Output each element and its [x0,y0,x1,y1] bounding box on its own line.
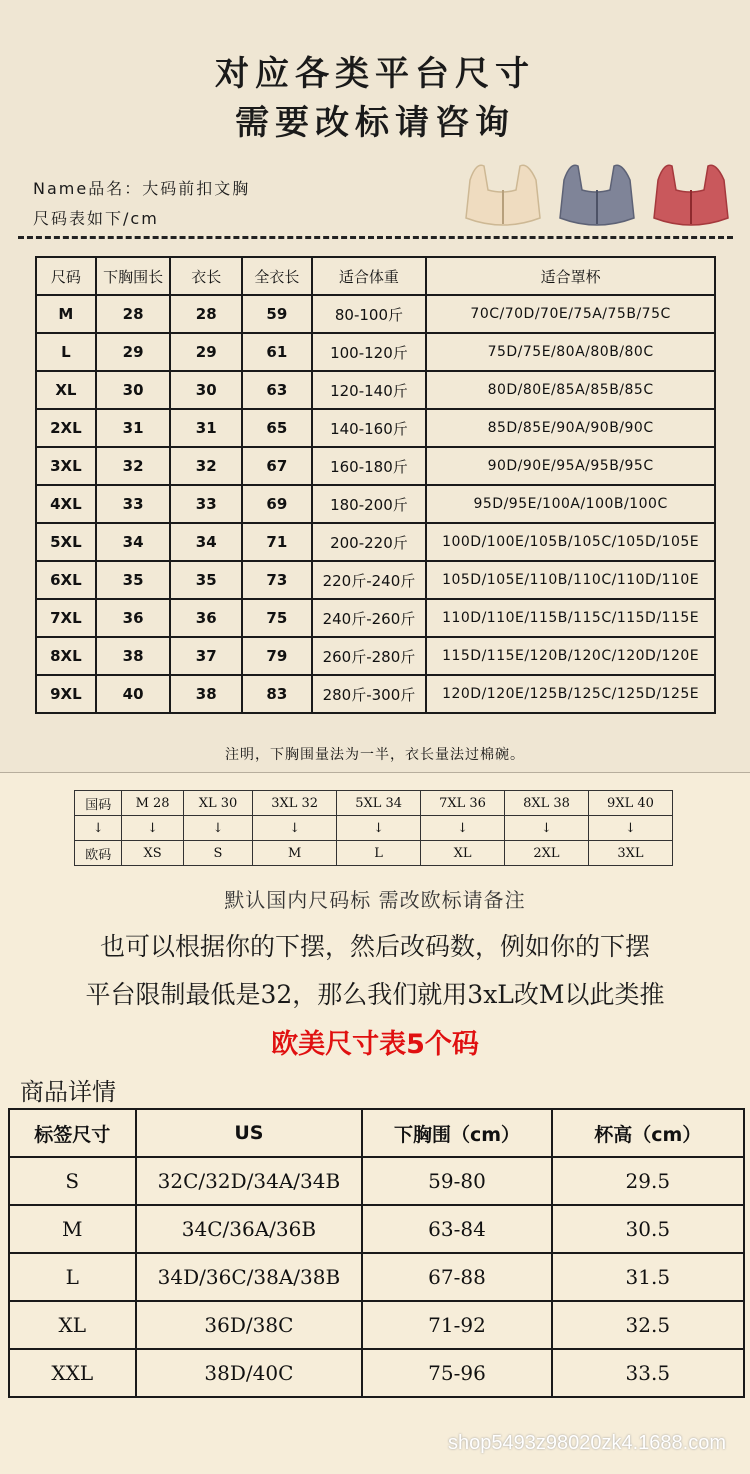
cell-full-length: 69 [242,485,312,523]
down-arrow-icon: ↓ [505,816,589,841]
cell-tag-size: XL [9,1301,136,1349]
header-weight: 适合体重 [312,257,427,295]
cell-cup: 70C/70D/70E/75A/75B/75C [426,295,715,333]
table-header-row [9,1109,744,1157]
instruction-line1: 也可以根据你的下摆，然后改码数，例如你的下摆 [99,932,650,961]
cell-us: 38D/40C [136,1349,363,1397]
conv-cell: 3XL 32 [253,791,337,816]
dashed-divider [18,236,733,239]
cell-full-length: 65 [242,409,312,447]
table-row [36,333,715,371]
cell-us: 32C/32D/34A/34B [136,1157,363,1205]
header-cup: 适合罩杯 [426,257,715,295]
cell-length: 33 [170,485,242,523]
cell-underbust: 75-96 [362,1349,551,1397]
cell-length: 37 [170,637,242,675]
cell-tag-size: S [9,1157,136,1205]
product-image-rose [650,160,732,232]
conv-cell: 欧码 [75,841,122,866]
page-title-line2: 需要改标请咨询 [235,103,515,143]
cell-weight: 160-180斤 [312,447,427,485]
cell-full-length: 63 [242,371,312,409]
down-arrow-icon: ↓ [337,816,421,841]
cell-full-length: 61 [242,333,312,371]
cell-length: 31 [170,409,242,447]
cell-weight: 280斤-300斤 [312,675,427,713]
cell-weight: 240斤-260斤 [312,599,427,637]
cell-cup: 105D/105E/110B/110C/110D/110E [426,561,715,599]
cell-cup-height: 32.5 [552,1301,744,1349]
cell-underbust: 33 [96,485,171,523]
conv-cell: 2XL [505,841,589,866]
cell-underbust: 71-92 [362,1301,551,1349]
cell-underbust: 28 [96,295,171,333]
cell-weight: 120-140斤 [312,371,427,409]
down-arrow-icon: ↓ [75,816,122,841]
cell-size: 2XL [36,409,96,447]
conversion-row-eu [75,841,673,866]
cell-length: 32 [170,447,242,485]
conv-cell: S [183,841,252,866]
cell-size: M [36,295,96,333]
down-arrow-icon: ↓ [588,816,672,841]
cell-length: 38 [170,675,242,713]
cell-cup-height: 33.5 [552,1349,744,1397]
cell-tag-size: M [9,1205,136,1253]
conv-cell: 7XL 36 [421,791,505,816]
table-row [36,371,715,409]
cell-size: 8XL [36,637,96,675]
header-underbust: 下胸围（cm） [362,1109,551,1157]
cell-cup: 120D/120E/125B/125C/125D/125E [426,675,715,713]
cell-full-length: 73 [242,561,312,599]
cell-underbust: 31 [96,409,171,447]
cell-length: 30 [170,371,242,409]
header-underbust: 下胸围长 [96,257,171,295]
cell-cup: 80D/80E/85A/85B/85C [426,371,715,409]
cell-full-length: 71 [242,523,312,561]
cell-size: XL [36,371,96,409]
cell-cup: 95D/95E/100A/100B/100C [426,485,715,523]
cell-us: 36D/38C [136,1301,363,1349]
size-chart-table [35,256,716,714]
conv-cell: L [337,841,421,866]
cell-weight: 260斤-280斤 [312,637,427,675]
down-arrow-icon: ↓ [122,816,183,841]
cell-underbust: 32 [96,447,171,485]
cell-length: 35 [170,561,242,599]
conversion-row-arrows [75,816,673,841]
product-image-grey [556,160,638,232]
table-row [9,1301,744,1349]
table-row [9,1253,744,1301]
page-title-line1: 对应各类平台尺寸 [215,54,535,94]
cell-full-length: 75 [242,599,312,637]
conv-cell: M 28 [122,791,183,816]
cell-size: 3XL [36,447,96,485]
conversion-row-cn [75,791,673,816]
header-length: 衣长 [170,257,242,295]
cell-cup: 75D/75E/80A/80B/80C [426,333,715,371]
cell-length: 28 [170,295,242,333]
cell-cup: 85D/85E/90A/90B/90C [426,409,715,447]
eu-size-table [8,1108,745,1398]
cell-size: 6XL [36,561,96,599]
table-row [36,637,715,675]
product-details-label: 商品详情 [20,1078,116,1106]
cell-underbust: 38 [96,637,171,675]
cell-tag-size: L [9,1253,136,1301]
conv-cell: 5XL 34 [337,791,421,816]
eu-size-heading: 欧美尺寸表5个码 [271,1029,479,1060]
default-size-note: 默认国内尺码标 需改欧标请备注 [224,888,526,912]
cell-length: 36 [170,599,242,637]
conv-cell: 3XL [588,841,672,866]
measurement-note: 注明，下胸围量法为一半，衣长量法过棉碗。 [225,747,525,763]
table-row [36,523,715,561]
cell-length: 29 [170,333,242,371]
cell-underbust: 63-84 [362,1205,551,1253]
header-us: US [136,1109,363,1157]
cell-cup-height: 29.5 [552,1157,744,1205]
cell-underbust: 59-80 [362,1157,551,1205]
cell-underbust: 29 [96,333,171,371]
table-header-row [36,257,715,295]
conv-cell: XL 30 [183,791,252,816]
cell-us: 34C/36A/36B [136,1205,363,1253]
header-size: 尺码 [36,257,96,295]
cell-size: 5XL [36,523,96,561]
table-row [36,675,715,713]
cell-underbust: 67-88 [362,1253,551,1301]
cell-cup-height: 30.5 [552,1205,744,1253]
cell-full-length: 67 [242,447,312,485]
table-row [36,409,715,447]
cell-length: 34 [170,523,242,561]
cell-tag-size: XXL [9,1349,136,1397]
table-row [36,599,715,637]
instruction-line2: 平台限制最低是32，那么我们就用3xL改M以此类推 [85,980,665,1009]
table-row [9,1157,744,1205]
cell-weight: 140-160斤 [312,409,427,447]
size-conversion-table [74,790,673,866]
cell-weight: 80-100斤 [312,295,427,333]
cell-full-length: 79 [242,637,312,675]
cell-underbust: 35 [96,561,171,599]
shop-watermark: shop5493z98020zk4.1688.com [448,1432,726,1454]
cell-full-length: 59 [242,295,312,333]
cell-size: 4XL [36,485,96,523]
table-row [9,1349,744,1397]
conv-cell: M [253,841,337,866]
cell-size: 7XL [36,599,96,637]
cell-weight: 100-120斤 [312,333,427,371]
down-arrow-icon: ↓ [183,816,252,841]
table-row [36,295,715,333]
product-image-beige [462,160,544,232]
cell-cup-height: 31.5 [552,1253,744,1301]
cell-cup: 110D/110E/115B/115C/115D/115E [426,599,715,637]
size-unit-label: 尺码表如下/cm [33,209,159,228]
cell-underbust: 30 [96,371,171,409]
conv-cell: XL [421,841,505,866]
down-arrow-icon: ↓ [421,816,505,841]
conv-cell: XS [122,841,183,866]
table-row [36,485,715,523]
header-full-length: 全衣长 [242,257,312,295]
cell-weight: 220斤-240斤 [312,561,427,599]
cell-size: L [36,333,96,371]
conv-cell: 国码 [75,791,122,816]
cell-weight: 180-200斤 [312,485,427,523]
table-row [9,1205,744,1253]
cell-cup: 115D/115E/120B/120C/120D/120E [426,637,715,675]
cell-weight: 200-220斤 [312,523,427,561]
product-name-label: Name品名：大码前扣文胸 [33,179,251,198]
cell-underbust: 40 [96,675,171,713]
cell-underbust: 34 [96,523,171,561]
conv-cell: 8XL 38 [505,791,589,816]
table-row [36,561,715,599]
header-tag-size: 标签尺寸 [9,1109,136,1157]
table-row [36,447,715,485]
cell-cup: 90D/90E/95A/95B/95C [426,447,715,485]
cell-full-length: 83 [242,675,312,713]
header-cup-height: 杯高（cm） [552,1109,744,1157]
cell-us: 34D/36C/38A/38B [136,1253,363,1301]
conv-cell: 9XL 40 [588,791,672,816]
cell-size: 9XL [36,675,96,713]
down-arrow-icon: ↓ [253,816,337,841]
cell-cup: 100D/100E/105B/105C/105D/105E [426,523,715,561]
cell-underbust: 36 [96,599,171,637]
